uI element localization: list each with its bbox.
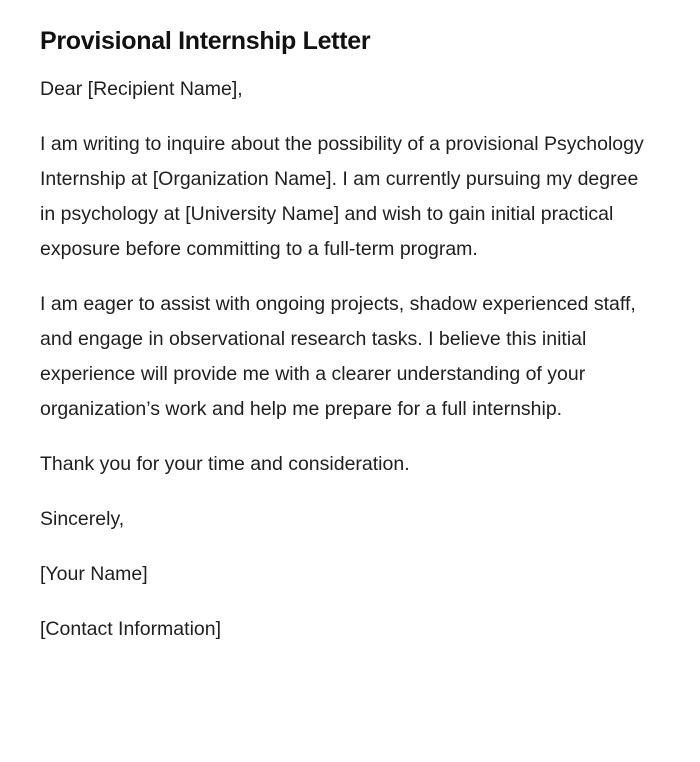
body-paragraph-2: I am eager to assist with ongoing projects, shadow experienced staff, and engage in observational research tasks. I believe this initial experience will provide me with a clearer understanding of your organization’s work and help me prepare for a full internship. [40,293,636,420]
body-paragraph-1: I am writing to inquire about the possibility of a provisional Psychology Internship at [Organization Name]. I am currently pursuing my degree in psychology at [University Name] and wish to gain initial practical exposure before committing to a full-term program. [40,133,644,260]
closing: Sincerely, [40,508,125,530]
signature-name: [Your Name] [40,563,148,585]
letter-title: Provisional Internship Letter [40,27,371,55]
body-paragraph-3: Thank you for your time and consideration. [40,453,410,475]
contact-information: [Contact Information] [40,618,222,640]
salutation: Dear [Recipient Name], [40,78,243,100]
